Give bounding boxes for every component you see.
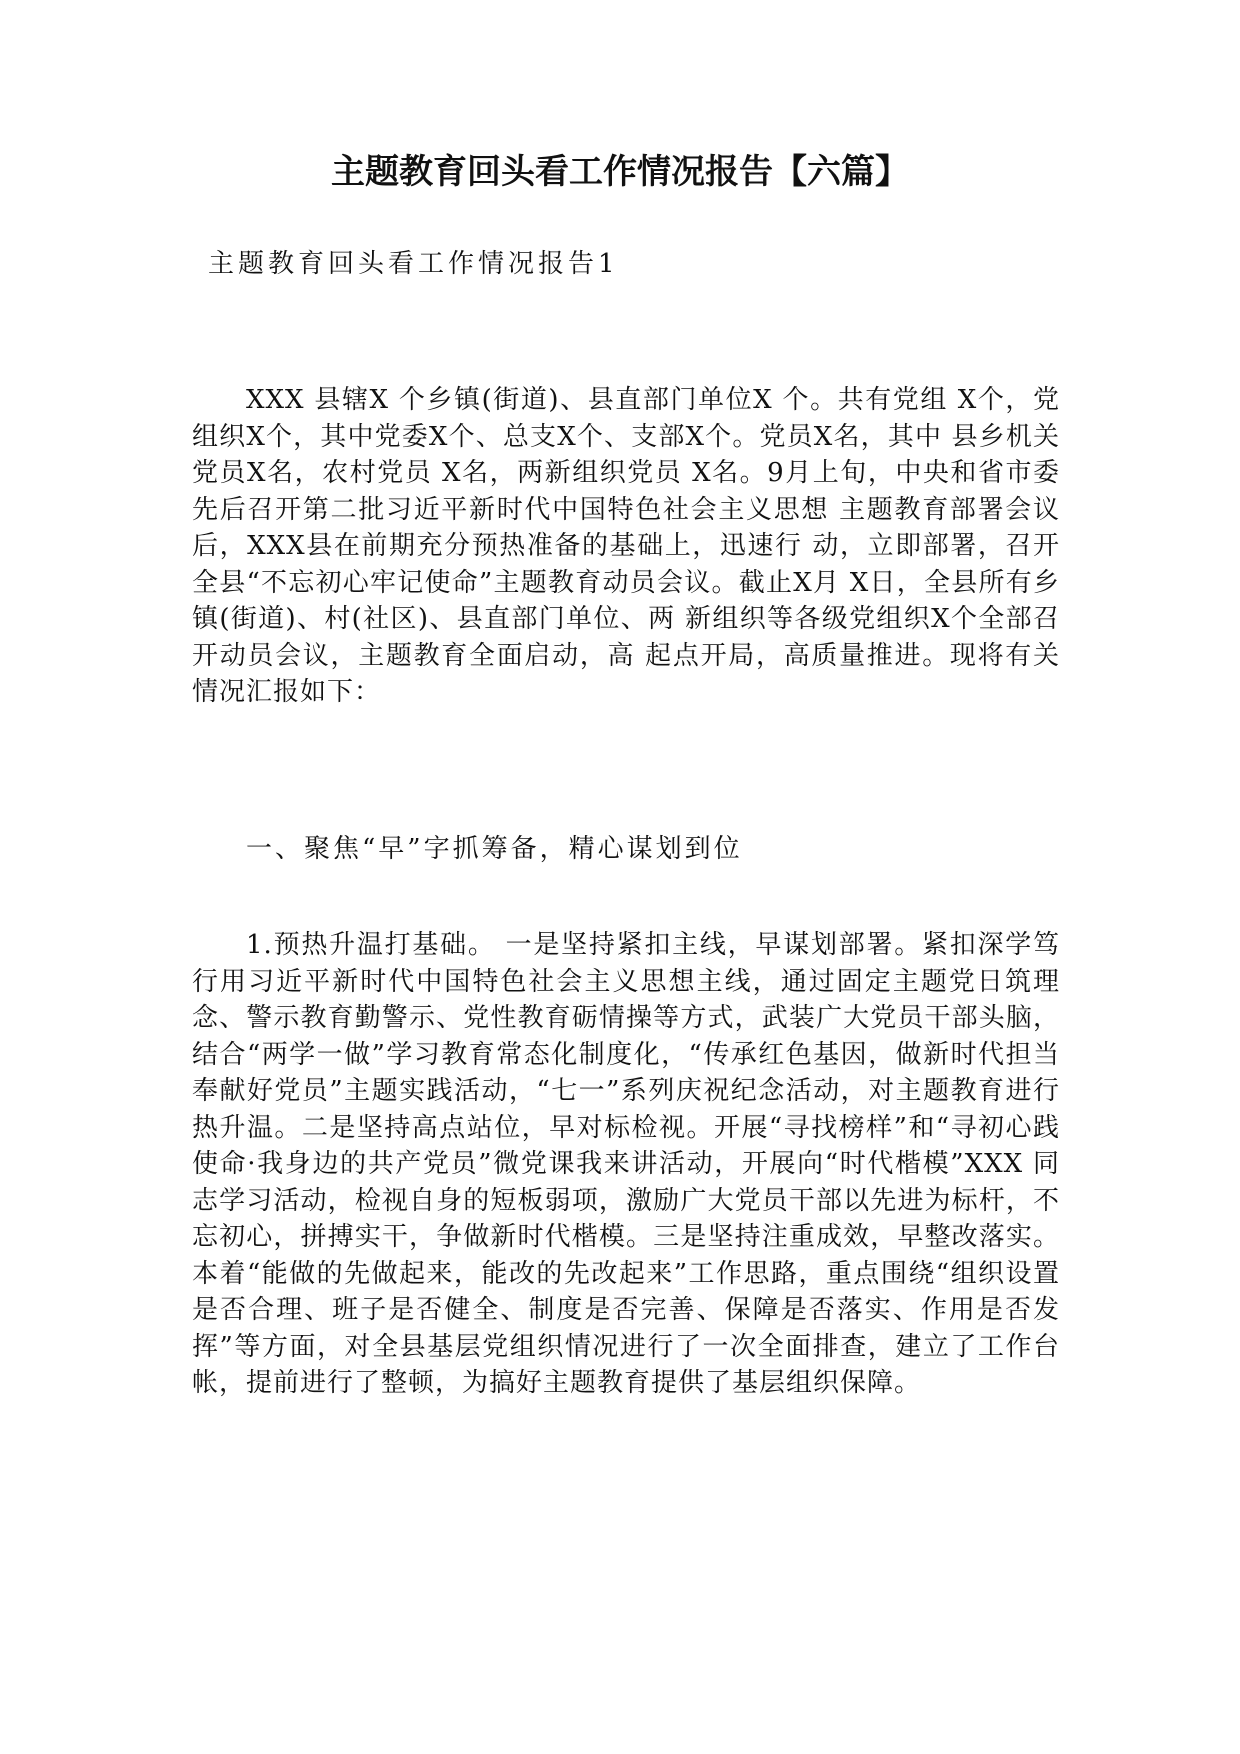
body-paragraph: 1.预热升温打基础。 一是坚持紧扣主线，早谋划部署。紧扣深学笃行用习近平新时代中国特色社会主义思想主线，通过固定主题党日筑理念、警示教育勤警示、党性教育砺情操等方式，武装广大党员干部头脑，结合“两学一做”学习教育常态化制度化，“传承红色基因，做新时代担当奉献好党员”主题实践活动，“七一”系列庆祝纪念活动，对主题教育进行热升温。二是坚持高点站位，早对标检视。开展“寻找榜样”和“寻初心践使命·我身边的共产党员”微党课我来讲活动，开展向“时代楷模”XXX 同志学习活动，检视自身的短板弱项，激励广大党员干部以先进为标杆，不忘初心，拼搏实干，争做新时代楷模。三是坚持注重成效，早整改落实。本着“能做的先做起来，能改的先改起来”工作思路，重点围绕“组织设置是否合理、班子是否健全、制度是否完善、保障是否落实、作用是否发挥”等方面，对全县基层党组织情况进行了一次全面排查，建立了工作台帐，提前进行了整顿，为搞好主题教育提供了基层组织保障。 <box>192 930 1060 1398</box>
intro-paragraph: XXX 县辖X 个乡镇(街道)、县直部门单位X 个。共有党组 X个，党组织X个，其中党委X个、总支X个、支部X个。党员X名，其中 县乡机关党员X名，农村党员 X名，两新组织党员 X名。9月上旬，中央和省市委先后召开第二批习近平新时代中国特色社会主义思想 主题教育部署会议后，XXX县在前期充分预热准备的基础上，迅速行 动，立即部署，召开全县“不忘初心牢记使命”主题教育动员会议。截止X月 X日，全县所有乡镇(街道)、村(社区)、县直部门单位、两 新组织等各级党组织X个全部召开动员会议，主题教育全面启动，高 起点开局，高质量推进。现将有关情况汇报如下： <box>192 385 1060 707</box>
report-subtitle: 主题教育回头看工作情况报告1 <box>208 249 619 279</box>
document-title: 主题教育回头看工作情况报告【六篇】 <box>331 152 909 192</box>
section-heading: 一、聚焦“早”字抓筹备，精心谋划到位 <box>246 834 743 864</box>
